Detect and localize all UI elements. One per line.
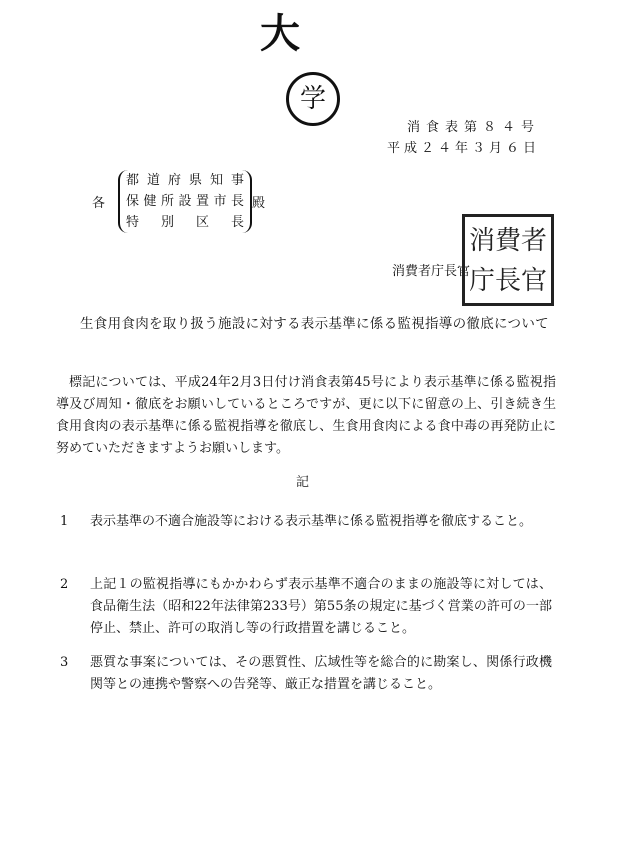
item-number: 1 xyxy=(60,514,69,529)
seal-char: 長 xyxy=(495,266,522,296)
item-text: 悪質な事案については、その悪質性、広域性等を総合的に勘案し、関係行政機関等との連携や警察への告発等、厳正な措置を講じること。 xyxy=(90,655,552,692)
addressee-line: 特別区長 xyxy=(126,215,244,230)
document-subject: 生食用食肉を取り扱う施設に対する表示基準に係る監視指導の徹底について xyxy=(80,316,549,332)
list-item xyxy=(60,511,552,533)
addressee-list xyxy=(118,170,252,233)
seal-char: 庁 xyxy=(469,266,496,296)
document-number: 消食表第８４号 xyxy=(406,120,540,135)
item-number: 2 xyxy=(60,577,69,592)
item-text: 表示基準の不適合施設等における表示基準に係る監視指導を徹底すること。 xyxy=(90,514,533,529)
official-seal xyxy=(462,214,554,306)
addressee-line: 都道府県知事 xyxy=(126,173,244,188)
seal-char: 消 xyxy=(469,226,496,256)
ki-heading: 記 xyxy=(296,475,310,490)
seal-char: 官 xyxy=(521,266,548,296)
addressee-prefix: 各 xyxy=(92,196,106,211)
body-paragraph: 標記については、平成24年2月3日付け消食表第45号により表示基準に係る監視指導及び周知・徹底をお願いしているところですが、更に以下に留意の上、引き続き生食用食肉の表示基準に係る監視指導を徹底し、生食用食肉による食中毒の再発防止に努めていただきますようお願いします。 xyxy=(56,375,556,456)
addressee-honorific: 殿 xyxy=(252,196,266,211)
addressee-line: 保健所設置市長 xyxy=(126,194,244,209)
receipt-stamp-circle: 学 xyxy=(286,72,340,126)
item-number: 3 xyxy=(60,655,69,670)
list-item xyxy=(60,574,552,640)
seal-char: 者 xyxy=(521,226,548,256)
item-text: 上記１の監視指導にもかかわらず表示基準不適合のままの施設等に対しては、食品衛生法（昭和22年法律第233号）第55条の規定に基づく営業の許可の一部停止、禁止、許可の取消し等の行政措置を講じること。 xyxy=(90,577,552,636)
receipt-stamp-dai: 大 xyxy=(260,10,300,57)
list-item xyxy=(60,652,552,696)
seal-char: 費 xyxy=(495,226,522,256)
sender-title: 消費者庁長官 xyxy=(392,264,471,279)
document-date: 平成２４年３月６日 xyxy=(386,141,540,156)
